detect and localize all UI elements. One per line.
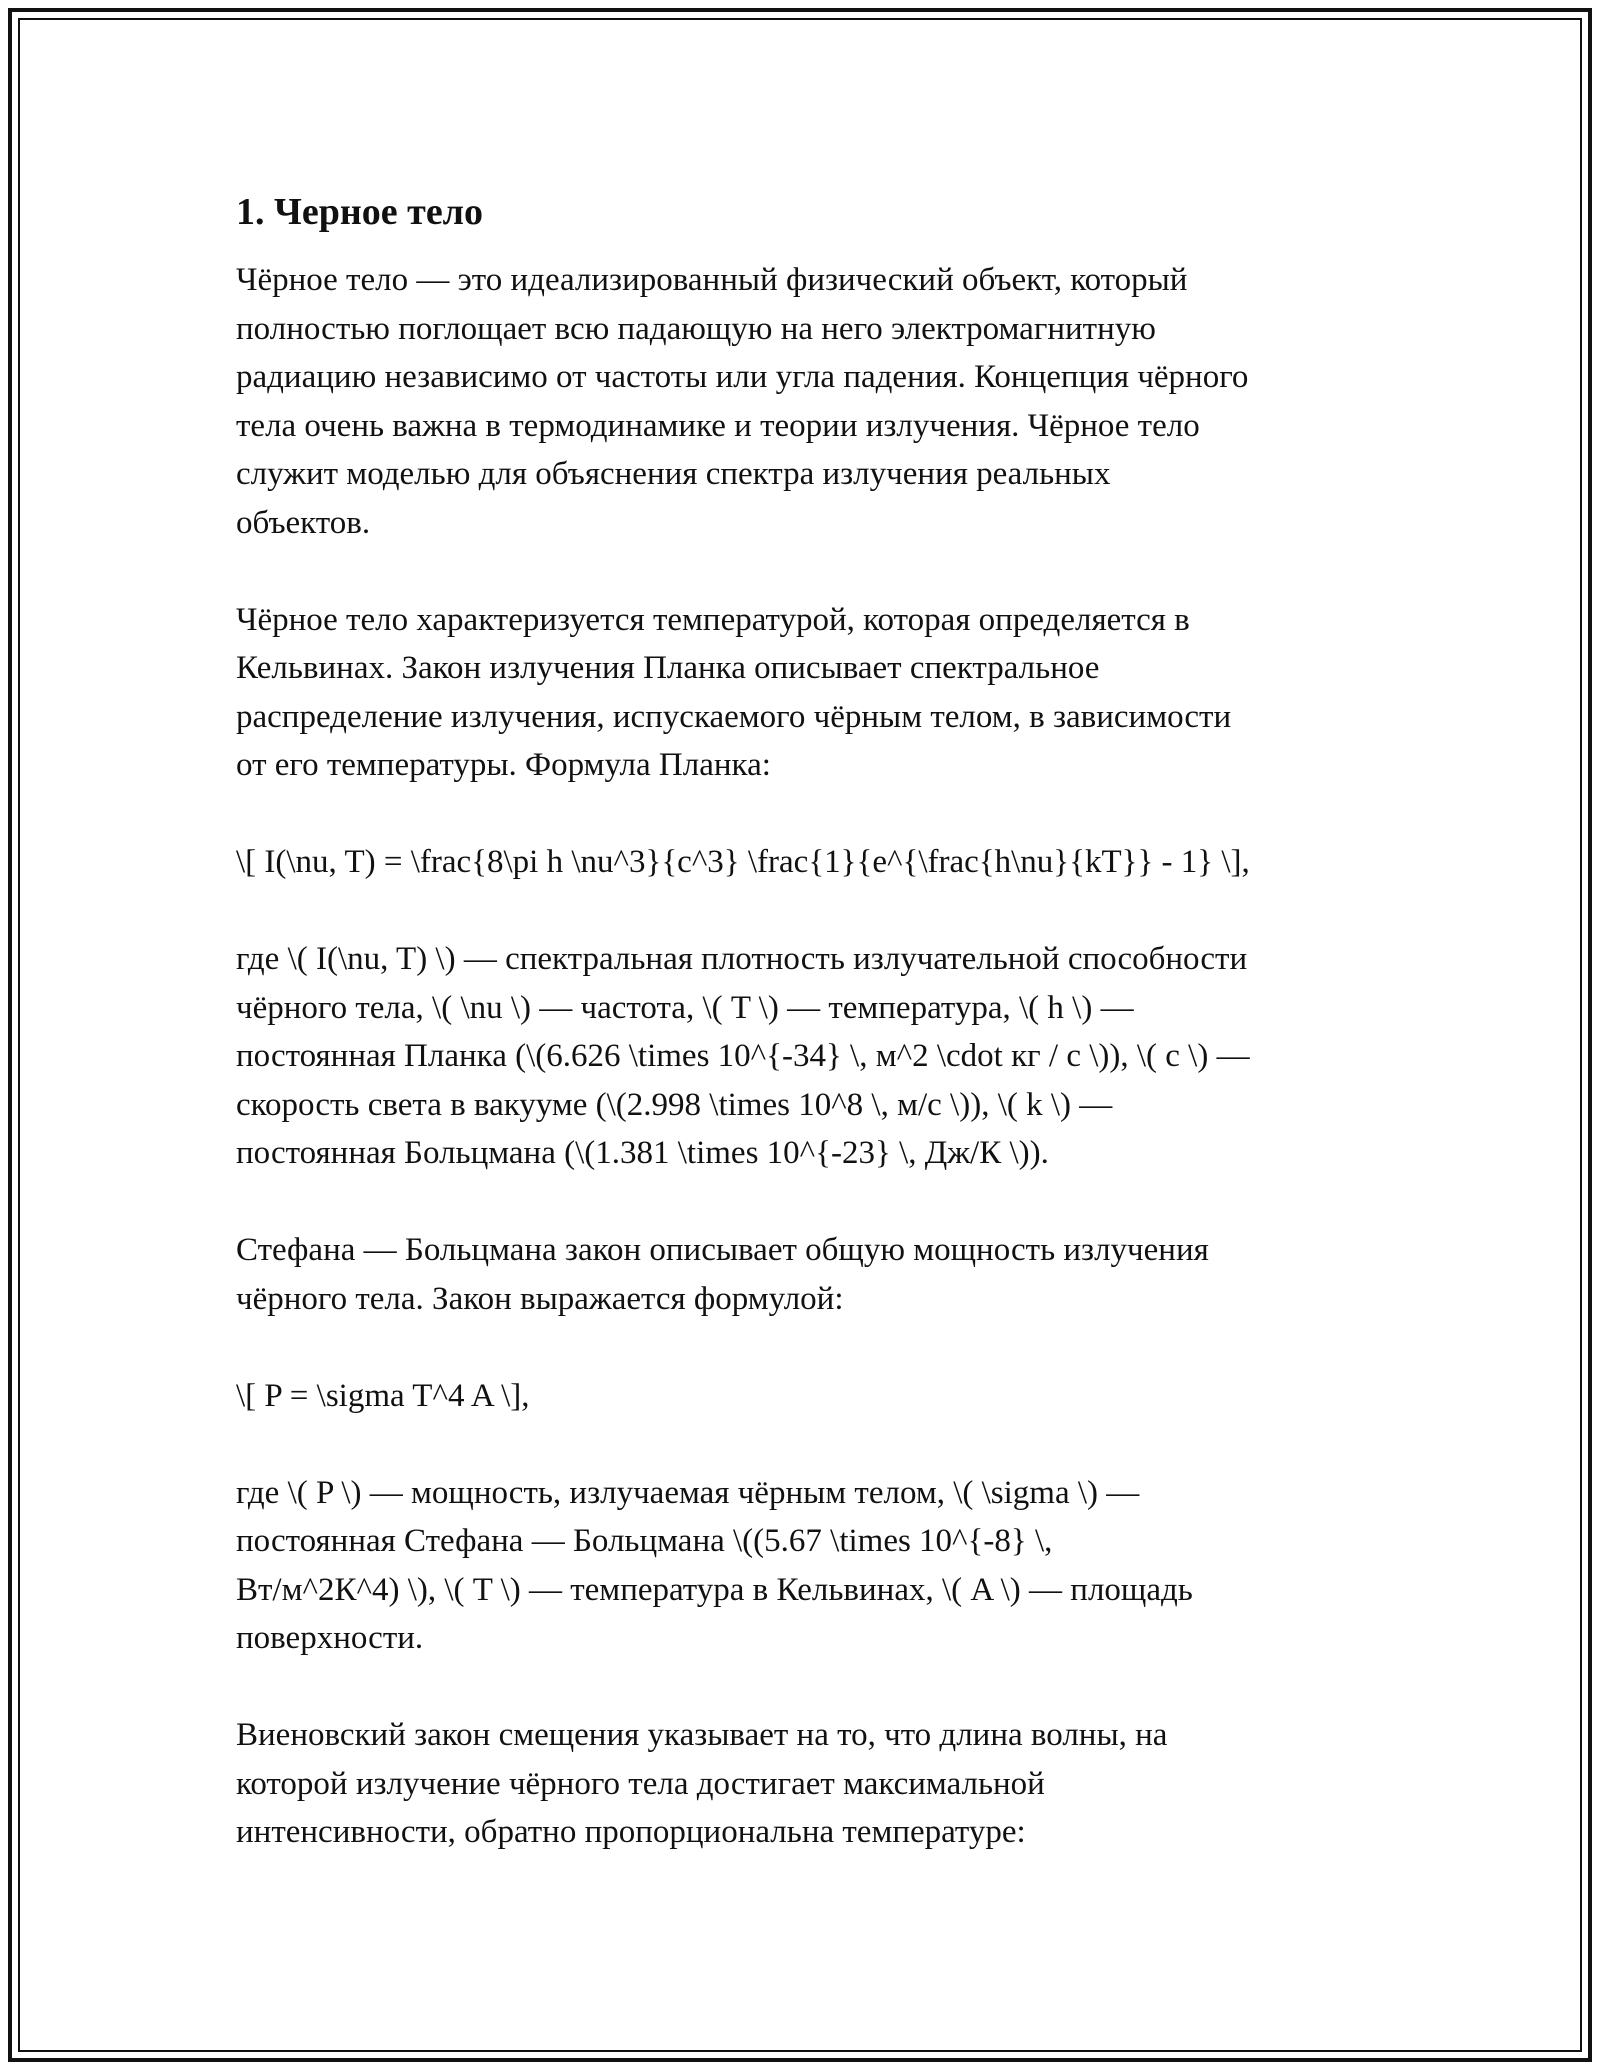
paragraph-planck-variables [236, 935, 1386, 1178]
text-line: постоянная Стефана — Больцмана \((5.67 \times 10^{-8} \, [236, 1523, 1053, 1559]
formula-planck [236, 838, 1386, 887]
text-line: постоянная Планка (\(6.626 \times 10^{-34} \, м^2 \cdot кг / с \)), \( c \) — [236, 1038, 1250, 1074]
text-line: интенсивности, обратно пропорциональна температуре: [236, 1814, 1026, 1850]
text-line: радиацию независимо от частоты или угла падения. Концепция чёрного [236, 359, 1249, 395]
text-line: Чёрное тело — это идеализированный физический объект, который [236, 262, 1188, 298]
formula-line: \[ P = \sigma T^4 A \], [236, 1377, 530, 1414]
text-line: служит моделью для объяснения спектра излучения реальных [236, 456, 1111, 492]
text-line: тела очень важна в термодинамике и теории излучения. Чёрное тело [236, 407, 1200, 444]
text-line: Стефана — Больцмана закон описывает общую мощность излучения [236, 1232, 1209, 1268]
text-line: чёрного тела, \( \nu \) — частота, \( T \) — температура, \( h \) — [236, 989, 1134, 1026]
text-line: распределение излучения, испускаемого чёрным телом, в зависимости [236, 698, 1232, 735]
paragraph-stefan-boltzmann-intro [236, 1226, 1386, 1323]
text-line: полностью поглощает всю падающую на него электромагнитную [236, 310, 1156, 347]
text-line: которой излучение чёрного тела достигает максимальной [236, 1765, 1045, 1802]
text-line: чёрного тела. Закон выражается формулой: [236, 1280, 844, 1317]
paragraph-definition [236, 256, 1386, 547]
paragraph-wien-intro [236, 1711, 1386, 1857]
text-line: скорость света в вакууме (\(2.998 \times 10^8 \, м/с \)), \( k \) — [236, 1086, 1113, 1123]
text-line: Виеновский закон смещения указывает на то, что длина волны, на [236, 1717, 1168, 1753]
text-line: поверхности. [236, 1620, 424, 1656]
paragraph-stefan-boltzmann-variables [236, 1469, 1386, 1663]
text-line: где \( P \) — мощность, излучаемая чёрным телом, \( \sigma \) — [236, 1474, 1140, 1511]
paragraph-planck-intro [236, 596, 1386, 790]
text-line: Чёрное тело характеризуется температурой, которая определяется в [236, 601, 1190, 638]
document-body [236, 186, 1386, 1905]
text-line: постоянная Больцмана (\(1.381 \times 10^{-23} \, Дж/К \)). [236, 1135, 1049, 1171]
formula-stefan-boltzmann [236, 1372, 1386, 1421]
text-line: Кельвинах. Закон излучения Планка описывает спектральное [236, 650, 1100, 686]
formula-line: \[ I(\nu, T) = \frac{8\pi h \nu^3}{c^3} \frac{1}{e^{\frac{h\nu}{kT}} - 1} \], [236, 844, 1250, 880]
text-line: Вт/м^2К^4) \), \( T \) — температура в Кельвинах, \( A \) — площадь [236, 1571, 1193, 1608]
text-line: где \( I(\nu, T) \) — спектральная плотность излучательной способности [236, 941, 1248, 977]
section-heading: 1. Черное тело [236, 191, 483, 233]
text-line: объектов. [236, 504, 371, 541]
text-line: от его температуры. Формула Планка: [236, 747, 771, 783]
